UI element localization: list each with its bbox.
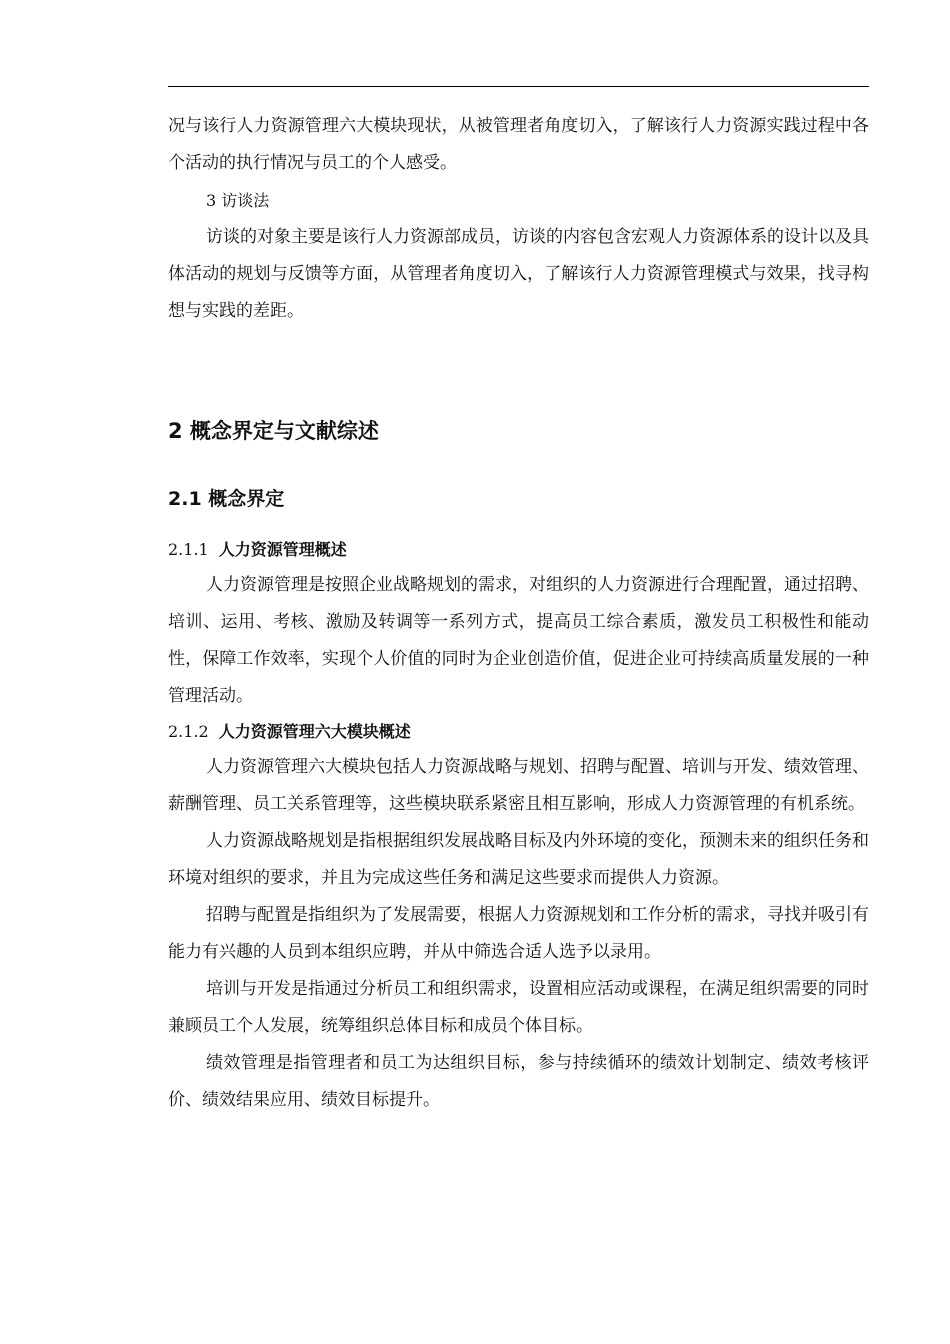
paragraph-recruitment: 招聘与配置是指组织为了发展需要，根据人力资源规划和工作分析的需求，寻找并吸引有能力有兴趣的人员到本组织应聘，并从中筛选合适人选予以录用。 bbox=[168, 905, 869, 962]
paragraph-training: 培训与开发是指通过分析员工和组织需求，设置相应活动或课程，在满足组织需要的同时兼顾员工个人发展，统筹组织总体目标和成员个体目标。 bbox=[168, 979, 869, 1036]
intro-block bbox=[168, 108, 869, 330]
subsection-title-text: 人力资源管理六大模块概述 bbox=[218, 722, 411, 741]
subsection-title-six-modules bbox=[168, 715, 869, 749]
intro-paragraph-interview: 访谈的对象主要是该行人力资源部成员，访谈的内容包含宏观人力资源体系的设计以及具体活动的规划与反馈等方面，从管理者角度切入，了解该行人力资源管理模式与效果，找寻构想与实践的差距。 bbox=[168, 227, 869, 321]
subsection-number: 2.1.2 bbox=[168, 722, 209, 741]
subsection-title-hrm-overview bbox=[168, 533, 869, 567]
chapter-title: 2 概念界定与文献综述 bbox=[168, 419, 379, 443]
paragraph-performance: 绩效管理是指管理者和员工为达组织目标，参与持续循环的绩效计划制定、绩效考核评价、绩效结果应用、绩效目标提升。 bbox=[168, 1053, 869, 1110]
paragraph-hrm-definition: 人力资源管理是按照企业战略规划的需求，对组织的人力资源进行合理配置，通过招聘、培训、运用、考核、激励及转调等一系列方式，提高员工综合素质，激发员工积极性和能动性，保障工作效率，实现个人价值的同时为企业创造价值，促进企业可持续高质量发展的一种管理活动。 bbox=[168, 575, 869, 706]
intro-paragraph-continued: 况与该行人力资源管理六大模块现状，从被管理者角度切入，了解该行人力资源实践过程中各个活动的执行情况与员工的个人感受。 bbox=[168, 116, 869, 173]
subsection-title-text: 人力资源管理概述 bbox=[218, 540, 347, 559]
method-heading-interview: 3 访谈法 bbox=[206, 191, 270, 210]
section-body bbox=[168, 533, 869, 1119]
section-title: 2.1 概念界定 bbox=[168, 488, 285, 510]
paragraph-six-modules: 人力资源管理六大模块包括人力资源战略与规划、招聘与配置、培训与开发、绩效管理、薪酬管理、员工关系管理等，这些模块联系紧密且相互影响，形成人力资源管理的有机系统。 bbox=[168, 757, 869, 814]
paragraph-strategy-planning: 人力资源战略规划是指根据组织发展战略目标及内外环境的变化，预测未来的组织任务和环境对组织的要求，并且为完成这些任务和满足这些要求而提供人力资源。 bbox=[168, 831, 869, 888]
subsection-number: 2.1.1 bbox=[168, 540, 209, 559]
header-rule bbox=[168, 86, 869, 87]
